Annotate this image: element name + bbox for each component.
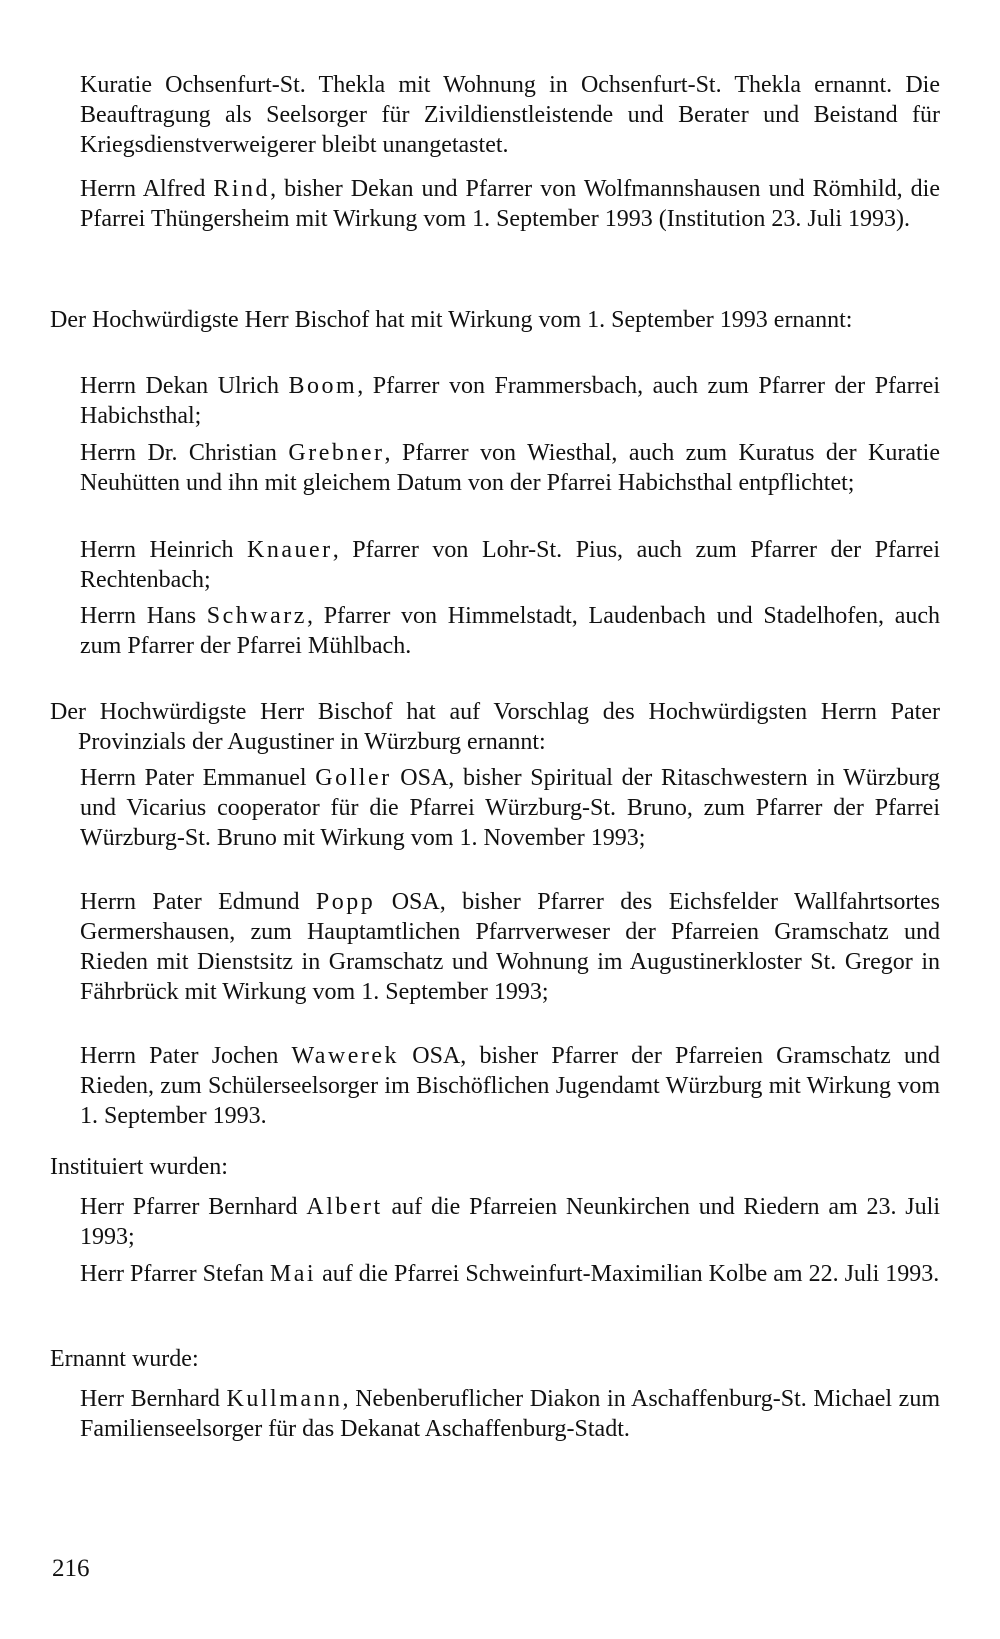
paragraph-popp [80,887,940,1007]
text-pre: Herrn Hans [80,603,207,629]
section-heading-augustiner: Der Hochwürdigste Herr Bischof hat auf Vorschlag des Hochwürdigsten Herrn Pater Provinzials der Augustiner in Würzburg ernannt: [50,699,940,755]
paragraph-mai [80,1259,940,1289]
person-name: Popp [315,889,376,915]
text-pre: Herr Pfarrer Stefan [80,1261,270,1287]
page-number: 216 [52,1555,90,1582]
text-post: OSA, bisher Spiritual der Ritaschwestern in Würzburg und Vicarius cooperator für die Pfarrei Würzburg-St. Bruno, zum Pfarrer der Pfarrei Würzburg-St. Bruno mit Wirkung vom 1. November 1993; [80,765,941,851]
text-post: OSA, bisher Pfarrer der Pfarreien Gramschatz und Rieden, zum Schülerseelsorger im Bischöflichen Jugendamt Würzburg mit Wirkung vom 1. September 1993. [80,1043,940,1129]
text-pre: Herrn Pater Emmanuel [80,765,316,791]
text-pre: Herrn Dekan Ulrich [80,373,289,399]
text-post: , Pfarrer von Lohr-St. Pius, auch zum Pfarrer der Pfarrei Rechtenbach; [80,537,941,593]
section-heading-ernannt: Der Hochwürdigste Herr Bischof hat mit Wirkung vom 1. September 1993 ernannt: [50,307,853,333]
text-post: , Pfarrer von Himmelstadt, Laudenbach und Stadelhofen, auch zum Pfarrer der Pfarrei Mühlbach. [80,603,940,659]
text-post: , bisher Dekan und Pfarrer von Wolfmannshausen und Römhild, die Pfarrei Thüngersheim mit Wirkung vom 1. September 1993 (Institution 23. Juli 1993). [80,176,940,232]
section-heading-ernannt-wurde: Ernannt wurde: [50,1346,199,1372]
text-post: OSA, bisher Pfarrer des Eichsfelder Wallfahrtsortes Germershausen, zum Hauptamtlichen Pfarrverweser der Pfarreien Gramschatz und Rieden mit Dienstsitz in Gramschatz und Wohnung im Augustinerkloster St. Gregor in Fährbrück mit Wirkung vom 1. September 1993; [80,889,940,1005]
text-pre: Herrn Pater Edmund [80,889,316,915]
text-pre: Herrn Dr. Christian [80,440,289,466]
text-post: , Pfarrer von Frammersbach, auch zum Pfarrer der Pfarrei Habichsthal; [80,373,940,429]
paragraph-kullmann [80,1384,940,1444]
paragraph-wawerek [80,1041,940,1131]
text-pre: Herr Pfarrer Bernhard [80,1194,307,1220]
paragraph-schwarz [80,601,940,661]
paragraph-boom [80,371,940,431]
person-name: Schwarz [206,603,307,629]
text-pre: Herrn Alfred [80,176,214,202]
person-name: Kullmann [226,1386,343,1412]
paragraph-knauer [80,535,940,595]
person-name: Mai [269,1261,317,1287]
person-name: Knauer [247,537,333,563]
text-post: auf die Pfarrei Schweinfurt-Maximilian Kolbe am 22. Juli 1993. [316,1261,940,1287]
person-name: Wawerek [291,1043,400,1069]
paragraph-grebner [80,438,940,498]
person-name: Boom [288,373,358,399]
section-heading-instituiert: Instituiert wurden: [50,1154,228,1180]
text-pre: Herrn Pater Jochen [80,1043,292,1069]
person-name: Rind [213,176,271,202]
paragraph-goller [80,763,940,853]
text-post: , Nebenberuflicher Diakon in Aschaffenburg-St. Michael zum Familienseelsorger für das Dekanat Aschaffenburg-Stadt. [80,1386,940,1442]
text-post: auf die Pfarreien Neunkirchen und Riedern am 23. Juli 1993; [80,1194,940,1250]
paragraph-rind [80,174,940,234]
text-post: , Pfarrer von Wiesthal, auch zum Kuratus der Kuratie Neuhütten und ihn mit gleichem Datum von der Pfarrei Habichsthal entpflichtet; [80,440,940,496]
person-name: Goller [315,765,392,791]
person-name: Albert [306,1194,383,1220]
person-name: Grebner [288,440,385,466]
text-pre: Herrn Heinrich [80,537,248,563]
paragraph-ochsenfurt: Kuratie Ochsenfurt-St. Thekla mit Wohnung in Ochsenfurt-St. Thekla ernannt. Die Beauftragung als Seelsorger für Zivildienstleistende und Berater und Beistand für Kriegsdienstverweigerer bleibt unangetastet. [80,72,940,158]
paragraph-albert [80,1192,940,1252]
text-pre: Herr Bernhard [80,1386,227,1412]
